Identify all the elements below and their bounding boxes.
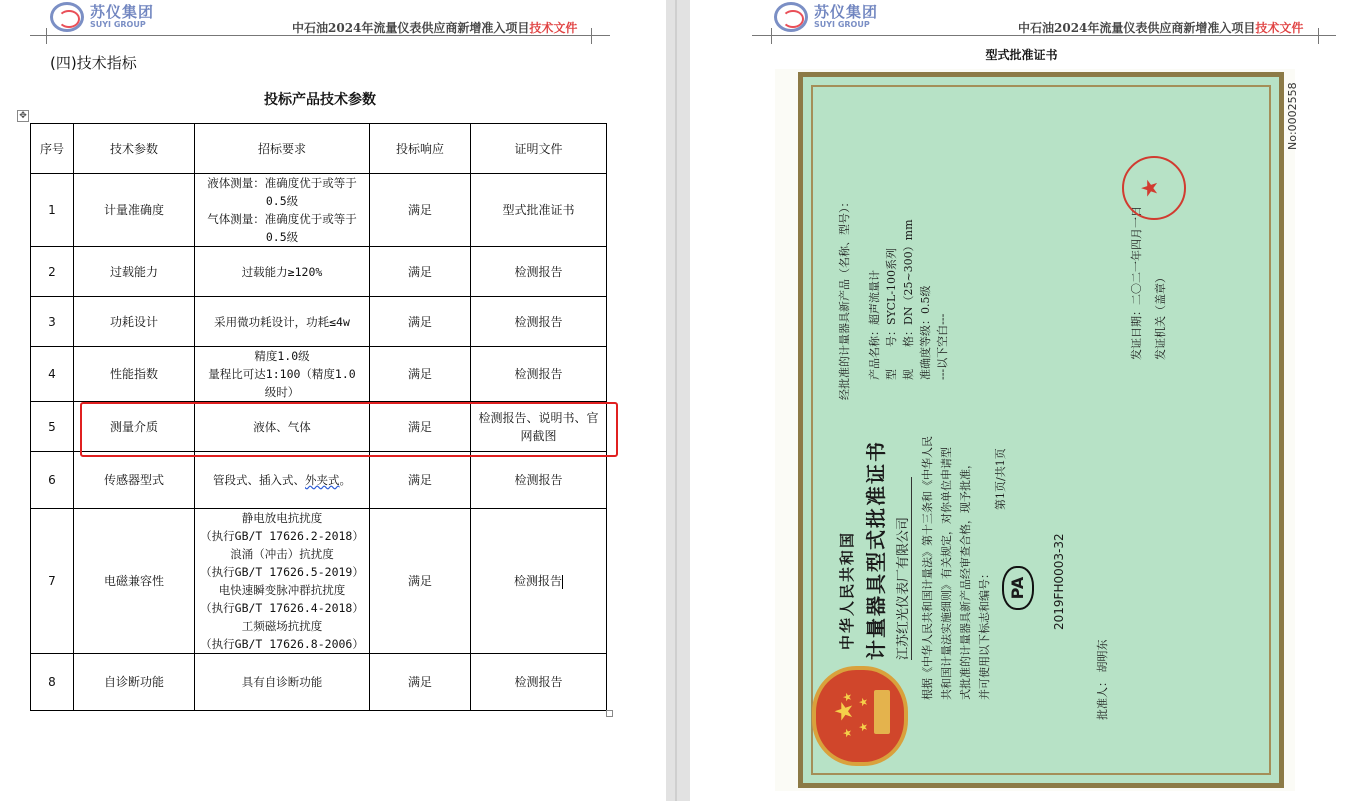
requirement-cell: 管段式、插入式、外夹式。 [195,452,370,509]
cert-body: 根据《中华人民共和国计量法》第十三条和《中华人民 共和国计量法实施细则》有关规定，对你单位申请型 式批准的计量器具新产品经审查合格，现予批准， 并可使用以下标志和编号： [921,436,991,700]
requirement-cell: 过载能力≥120% [195,247,370,297]
evidence-cell: 检测报告 [471,452,607,509]
margin-mark [46,28,47,44]
column-header: 证明文件 [471,124,607,174]
param-cell: 自诊断功能 [74,654,195,711]
param-cell: 过载能力 [74,247,195,297]
param-cell: 性能指数 [74,347,195,402]
logo-chinese-text: 苏仪集团 [90,3,155,21]
param-cell: 测量介质 [74,402,195,452]
response-cell: 满足 [370,654,471,711]
logo-icon [774,2,808,32]
table-resize-handle[interactable] [606,710,613,717]
evidence-cell: 型式批准证书 [471,174,607,247]
cert-page-info: 第1页/共1页 [994,448,1007,510]
document-page-left [0,0,666,801]
official-seal-icon: ★ [1122,156,1186,220]
table-row [31,654,607,711]
column-header: 技术参数 [74,124,195,174]
table-row [31,347,607,402]
table-row [31,247,607,297]
document-page-right [690,0,1353,801]
cert-issue-date: 发证日期：二〇二一年四月一日 [1130,206,1143,360]
row-number: 6 [31,452,74,509]
table-row [31,174,607,247]
param-cell: 计量准确度 [74,174,195,247]
column-header: 序号 [31,124,74,174]
margin-mark [771,28,772,44]
evidence-cell: 检测报告 [471,297,607,347]
row-number: 5 [31,402,74,452]
logo-english-text: SUYI GROUP [90,20,146,29]
row-number: 1 [31,174,74,247]
cert-title: 计量器具型式批准证书 [864,440,888,660]
header-title: 中石油2024年流量仪表供应商新增准入项目技术文件 [1018,21,1304,35]
cert-country: 中华人民共和国 [838,530,856,650]
header-title: 中石油2024年流量仪表供应商新增准入项目技术文件 [292,21,578,35]
cert-product-details: 产品名称：超声流量计 型 号：SYCL-100系列 规 格：DN（25~300）mm 准确度等级：0.5级 ---以下空白--- [868,219,949,380]
cert-approval-code: 2019FH0003-32 [1052,533,1066,630]
cert-company: 江苏红光仪表厂有限公司 [892,477,912,660]
response-cell: 满足 [370,297,471,347]
table-row [31,452,607,509]
logo-chinese-text: 苏仪集团 [814,3,879,21]
requirement-cell: 具有自诊断功能 [195,654,370,711]
param-cell: 功耗设计 [74,297,195,347]
margin-mark [591,28,592,44]
table-header-row [31,124,607,174]
response-cell: 满足 [370,402,471,452]
column-header: 投标响应 [370,124,471,174]
requirement-cell: 静电放电抗扰度 （执行GB/T 17626.2-2018） 浪涌（冲击）抗扰度 （执行GB/T 17626.5-2019） 电快速瞬变脉冲群抗扰度 （执行GB/T 17626.4-2018） 工频磁场抗扰度 （执行GB/T 17626.8-2006） [195,509,370,654]
column-header: 招标要求 [195,124,370,174]
requirement-cell: 精度1.0级 量程比可达1:100（精度1.0 级时） [195,347,370,402]
response-cell: 满足 [370,174,471,247]
logo-icon [50,2,84,32]
row-number: 8 [31,654,74,711]
cert-approver: 批准人： 胡明东 [1096,639,1109,720]
response-cell: 满足 [370,347,471,402]
pa-mark-icon: PA [1002,566,1034,610]
logo-english-text: SUYI GROUP [814,20,870,29]
evidence-cell: 检测报告 [471,654,607,711]
certificate-image [798,72,1284,788]
requirement-cell: 采用微功耗设计，功耗≤4w [195,297,370,347]
requirement-cell: 液体、气体 [195,402,370,452]
evidence-cell[interactable]: 检测报告 [471,509,607,654]
header-rule [752,35,1336,36]
cert-product-intro: 经批准的计量器具新产品（名称、型号）： [838,196,851,400]
response-cell: 满足 [370,452,471,509]
row-number: 7 [31,509,74,654]
requirement-cell: 液体测量：准确度优于或等于 0.5级 气体测量：准确度优于或等于 0.5级 [195,174,370,247]
company-logo [50,2,154,32]
evidence-cell: 检测报告 [471,347,607,402]
certificate-heading: 型式批准证书 [985,48,1058,62]
row-number: 3 [31,297,74,347]
company-logo [774,2,878,32]
certificate-content [806,80,1276,780]
page-divider [675,0,677,801]
page-gutter [666,0,690,801]
param-cell: 电磁兼容性 [74,509,195,654]
row-number: 4 [31,347,74,402]
response-cell: 满足 [370,247,471,297]
row-number: 2 [31,247,74,297]
cert-issuer: 发证机关（盖章） [1154,272,1167,360]
table-row [31,297,607,347]
cert-serial-number: No:0002558 [1286,82,1299,150]
response-cell: 满足 [370,509,471,654]
table-title: 投标产品技术参数 [264,92,376,108]
table-move-handle[interactable]: ✥ [17,110,29,122]
margin-mark [1318,28,1319,44]
table-row [31,509,607,654]
evidence-cell: 检测报告 [471,247,607,297]
header-rule [30,35,610,36]
param-cell: 传感器型式 [74,452,195,509]
spellcheck-underline[interactable]: 外夹式 [305,473,340,487]
red-highlight-box [80,402,618,457]
national-emblem-icon: ★ ★ ★ ★ ★ [812,666,908,766]
evidence-cell: 检测报告、说明书、官网截图 [471,402,607,452]
text-cursor [562,575,563,589]
section-heading: (四)技术指标 [50,54,137,72]
